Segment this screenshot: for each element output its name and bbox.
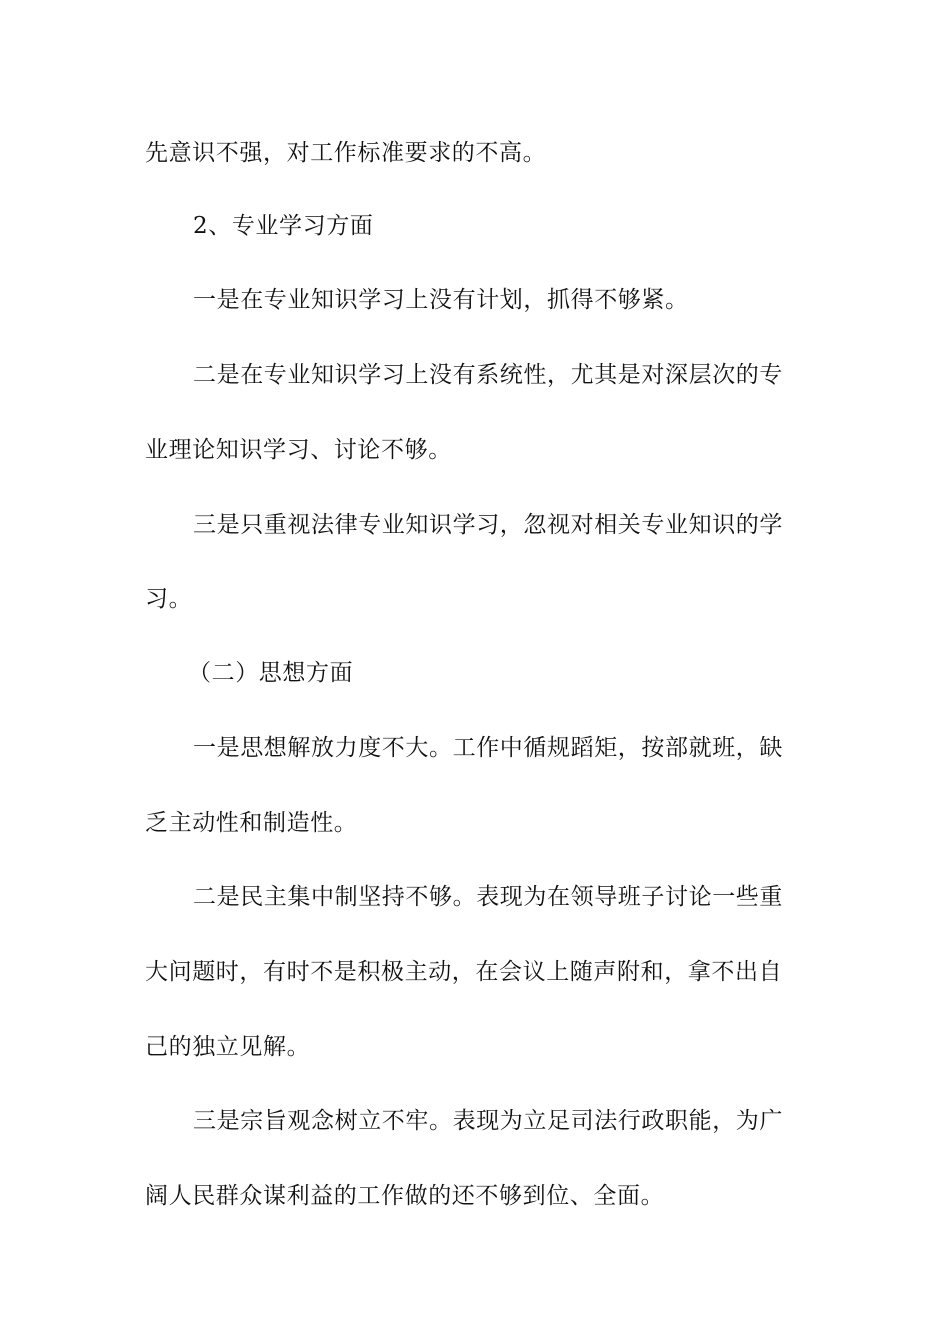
text-line-point-2-cont: 业理论知识学习、讨论不够。 [145, 437, 452, 463]
text-line-thought-3: 三是宗旨观念树立不牢。表现为立足司法行政职能，为广 [193, 1108, 783, 1134]
text-line-thought-3-cont: 阔人民群众谋利益的工作做的还不够到位、全面。 [145, 1183, 665, 1209]
section-heading-professional-study: 2、专业学习方面 [193, 213, 374, 239]
text-line-thought-1-cont: 乏主动性和制造性。 [145, 810, 358, 836]
text-line-thought-1: 一是思想解放力度不大。工作中循规蹈矩，按部就班，缺 [193, 735, 783, 761]
text-line-thought-2-cont2: 己的独立见解。 [145, 1034, 311, 1060]
text-line-point-1: 一是在专业知识学习上没有计划，抓得不够紧。 [193, 287, 689, 313]
section-heading-thought: （二）思想方面 [188, 660, 354, 686]
text-line-continuation: 先意识不强，对工作标准要求的不高。 [145, 140, 547, 166]
text-line-thought-2-cont: 大问题时，有时不是积极主动，在会议上随声附和，拿不出自 [145, 959, 783, 985]
text-line-point-3-cont: 习。 [145, 586, 193, 612]
text-line-point-2: 二是在专业知识学习上没有系统性，尤其是对深层次的专 [193, 362, 783, 388]
text-line-thought-2: 二是民主集中制坚持不够。表现为在领导班子讨论一些重 [193, 884, 783, 910]
text-line-point-3: 三是只重视法律专业知识学习，忽视对相关专业知识的学 [193, 512, 783, 538]
